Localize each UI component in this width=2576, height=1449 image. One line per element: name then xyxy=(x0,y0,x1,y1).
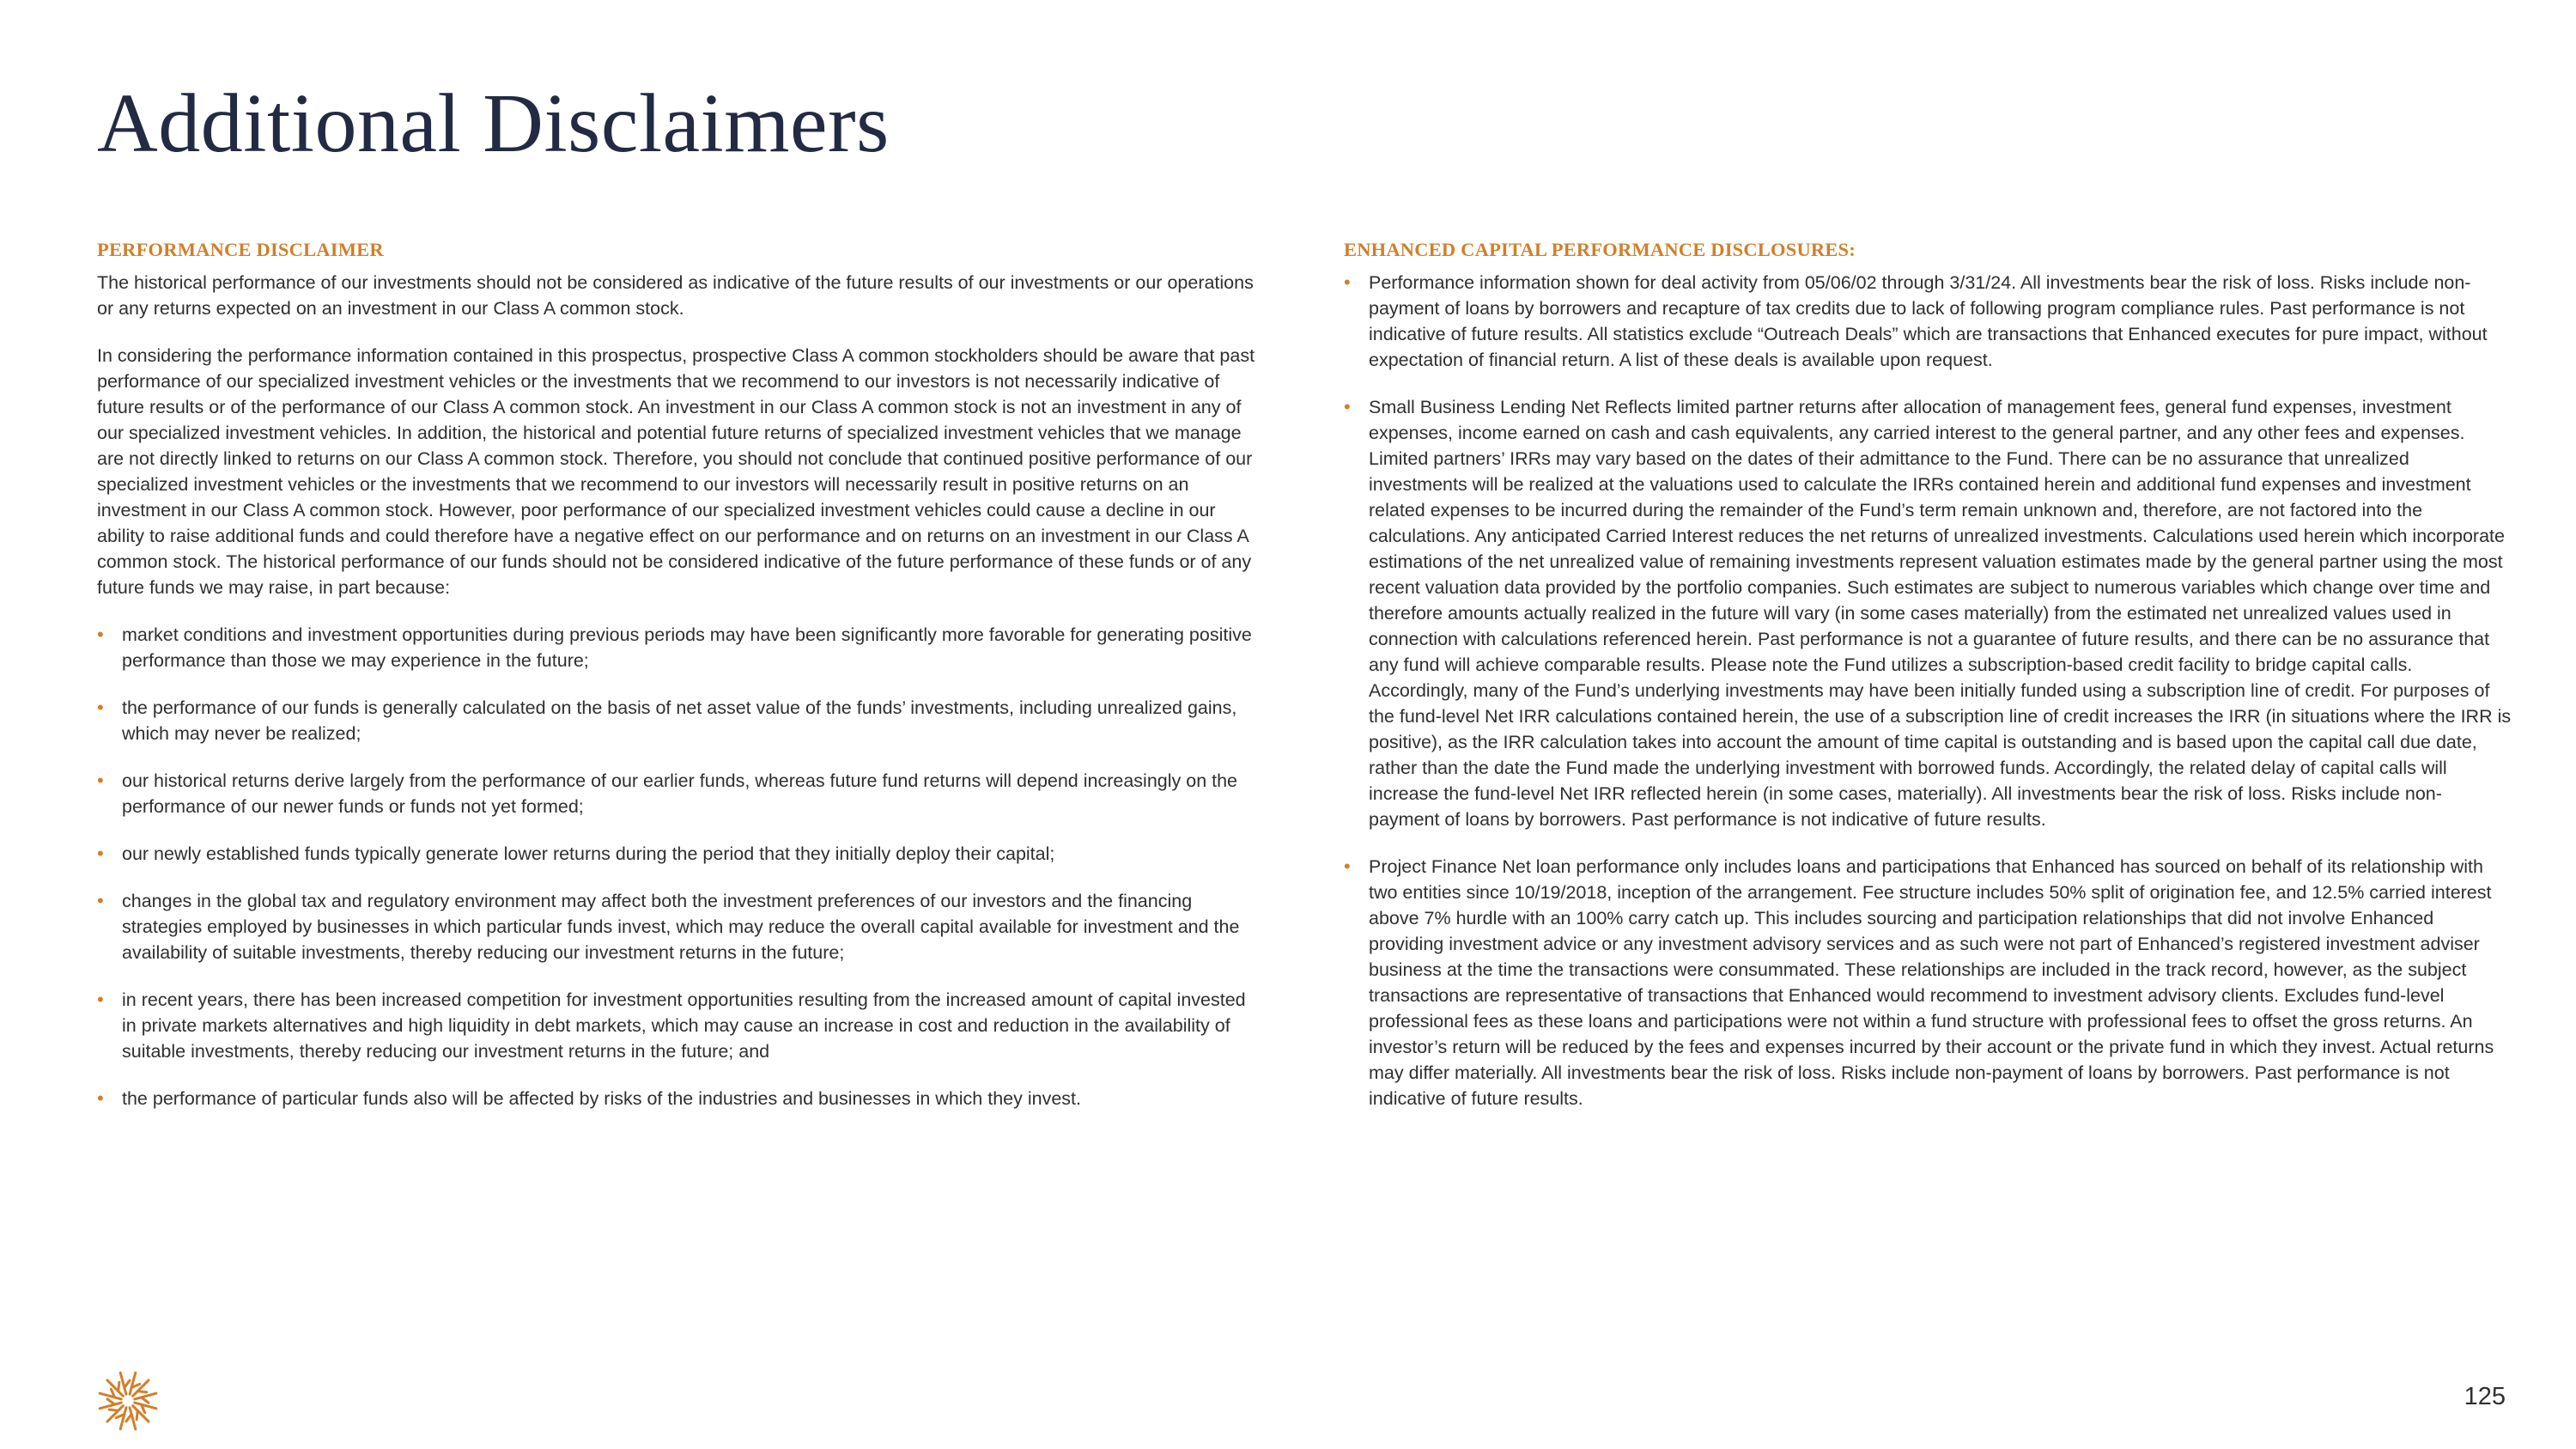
enhanced-capital-disclosures-list xyxy=(1344,270,2512,1111)
list-item-text: in recent years, there has been increased competition for investment opportunities resulting from the increased amount of capital invested in private markets alternatives and high liquidity in debt markets, which may cause an increase in cost and reduction in the availability of suitable investments, thereby reducing our investment returns in the future; and xyxy=(122,989,1246,1062)
enhanced-capital-disclosures-column xyxy=(1344,237,2512,1133)
list-item xyxy=(97,695,1256,746)
list-item-text: the performance of our funds is generally calculated on the basis of net asset value of the funds’ investments, including unrealized gains, which may never be realized; xyxy=(122,697,1237,744)
bullet-icon: • xyxy=(97,890,104,911)
page-title: Additional Disclaimers xyxy=(97,77,890,170)
logo-ray xyxy=(126,1414,131,1421)
logo-ray xyxy=(120,1373,126,1394)
list-item-text: changes in the global tax and regulatory environment may affect both the investment preferences of our investors and the financing strategies employed by businesses in which particular funds invest, which may reduce the overall capital available for investment and the availability of suitable investments, thereby reducing our investment returns in the future; xyxy=(122,891,1240,963)
logo-ray xyxy=(135,1403,156,1409)
bullet-icon: • xyxy=(97,624,104,645)
bullet-icon: • xyxy=(97,989,104,1010)
list-item xyxy=(97,622,1256,673)
bullet-icon: • xyxy=(97,843,104,864)
logo-ray xyxy=(130,1408,136,1429)
page-number: 125 xyxy=(2464,1383,2506,1410)
logo-ray xyxy=(120,1408,126,1429)
list-item xyxy=(97,1086,1256,1111)
logo-ray xyxy=(109,1409,118,1410)
bullet-icon: • xyxy=(1344,271,1351,293)
performance-disclaimer-heading: PERFORMANCE DISCLAIMER xyxy=(97,239,384,260)
logo-ray xyxy=(118,1382,119,1391)
logo-ray xyxy=(125,1380,130,1387)
list-item xyxy=(97,888,1256,965)
logo-ray xyxy=(135,1393,156,1399)
list-item-text: our historical returns derive largely from the performance of our earlier funds, whereas future fund returns will depend increasingly on the performance of our newer funds or funds not yet formed; xyxy=(122,770,1238,817)
enhanced-capital-disclosures-heading: ENHANCED CAPITAL PERFORMANCE DISCLOSURES: xyxy=(1344,239,1856,260)
logo-ray xyxy=(107,1380,123,1396)
list-item-text: our newly established funds typically generate lower returns during the period that they initially deploy their capital; xyxy=(122,843,1055,864)
list-item-text: Small Business Lending Net Reflects limited partner returns after allocation of management fees, general fund expenses, investment expenses, income earned on cash and cash equivalents, any carried interest to the general partner, and any other fees and expenses. Limited partners’ IRRs may vary based on the dates of their admittance to the Fund. There can be no assurance that unrealized investments will be realized at the valuations used to calculate the IRRs contained herein and additional fund expenses and investment related expenses to be incurred during the remainder of the Fund’s term remain unknown and, therefore, are not factored into the calculations. Any anticipated Carried Interest reduces the net returns of unrealized investments. Calculations used herein which incorporate estimations of the net unrealized value of remaining investments represent valuation estimates made by the general partner using the most recent valuation data provided by the portfolio companies. Such estimates are subject to numerous variables which change over time and therefore amounts actually realized in the future will vary (in some cases materially) from the estimated net unrealized values used in connection with calculations referenced herein. Past performance is not a guarantee of future results, and there can be no assurance that any fund will achieve comparable results. Please note the Fund utilizes a subscription-based credit facility to bridge capital calls. Accordingly, many of the Fund’s underlying investments may have been initially funded using a subscription line of credit. For purposes of the fund-level Net IRR calculations contained herein, the use of a subscription line of credit increases the IRR (in situations where the IRR is positive), as the IRR calculation takes into account the amount of time capital is outstanding and is based upon the capital call due date, rather than the date the Fund made the underlying investment with borrowed funds. Accordingly, the related delay of capital calls will increase the fund-level Net IRR reflected herein (in some cases, materially). All investments bear the risk of loss. Risks include non-payment of loans by borrowers. Past performance is not indicative of future results. xyxy=(1369,397,2512,830)
bullet-icon: • xyxy=(97,770,104,791)
list-item-text: the performance of particular funds also will be affected by risks of the industries and businesses in which they invest. xyxy=(122,1088,1081,1109)
performance-disclaimer-column xyxy=(97,237,1256,1133)
logo-ray xyxy=(100,1393,121,1399)
list-item xyxy=(1344,270,2512,373)
logo-ray xyxy=(133,1380,149,1396)
list-item xyxy=(97,987,1256,1064)
list-item xyxy=(97,841,1256,867)
logo-ray xyxy=(107,1406,123,1422)
bullet-icon: • xyxy=(97,1087,104,1109)
logo-ray xyxy=(100,1403,121,1409)
logo-ray xyxy=(141,1397,148,1403)
bullet-icon: • xyxy=(1344,855,1351,877)
list-item xyxy=(1344,394,2512,832)
starburst-logo-icon xyxy=(96,1369,160,1433)
logo-ray xyxy=(130,1373,136,1394)
list-item-text: Performance information shown for deal activity from 05/06/02 through 3/31/24. All investments bear the risk of loss. Risks include non-payment of loans by borrowers and recapture of tax credits due to lack of following program compliance rules. Past performance is not indicative of future results. All statistics exclude “Outreach Deals” which are transactions that Enhanced executes for pure impact, without expectation of financial return. A list of these deals is available upon request. xyxy=(1369,272,2488,370)
logo-ray xyxy=(137,1391,146,1392)
list-item-text: market conditions and investment opportunities during previous periods may have been significantly more favorable for generating positive performance than those we may experience in the future; xyxy=(122,624,1252,671)
performance-paragraph: In considering the performance information contained in this prospectus, prospective Class A common stockholders should be aware that past performance of our specialized investment vehicles or the investments that we recommend to our investors is not necessarily indicative of future results or of the performance of our Class A common stock. An investment in our Class A common stock is not an investment in any of our specialized investment vehicles. In addition, the historical and potential future returns of specialized investment vehicles that we manage are not directly linked to returns on our Class A common stock. Therefore, you should not conclude that continued positive performance of our specialized investment vehicles or the investments that we recommend to our investors will necessarily result in positive returns on an investment in our Class A common stock. However, poor performance of our specialized investment vehicles could cause a decline in our ability to raise additional funds and could therefore have a negative effect on our performance and on returns on an investment in our Class A common stock. The historical performance of our funds should not be considered indicative of the future performance of these funds or of any future funds we may raise, in part because: xyxy=(97,345,1255,598)
bullet-icon: • xyxy=(1344,396,1351,417)
list-item xyxy=(1344,854,2512,1111)
performance-paragraph: The historical performance of our investments should not be considered as indicative of the future results of our investments or our operations or any returns expected on an investment in our Class A common stock. xyxy=(97,272,1254,319)
performance-risk-list xyxy=(97,622,1256,1111)
list-item-text: Project Finance Net loan performance only includes loans and participations that Enhanced has sourced on behalf of its relationship with two entities since 10/19/2018, inception of the arrangement. Fee structure includes 50% split of origination fee, and 12.5% carried interest above 7% hurdle with an 100% carry catch up. This includes sourcing and participation relationships that did not involve Enhanced providing investment advice or any investment advisory services and as such were not part of Enhanced’s registered investment adviser business at the time the transactions were consummated. These relationships are included in the track record, however, as the subject transactions are representative of transactions that Enhanced would recommend to investment advisory clients. Excludes fund-level professional fees as these loans and participations were not within a fund structure with professional fees to offset the gross returns. An investor’s return will be reduced by the fees and expenses incurred by their account or the private fund in which they invest. Actual returns may differ materially. All investments bear the risk of loss. Risks include non-payment of loans by borrowers. Past performance is not indicative of future results. xyxy=(1369,856,2494,1109)
logo-ray xyxy=(133,1406,149,1422)
logo-ray xyxy=(107,1399,114,1404)
list-item xyxy=(97,768,1256,819)
bullet-icon: • xyxy=(97,697,104,718)
